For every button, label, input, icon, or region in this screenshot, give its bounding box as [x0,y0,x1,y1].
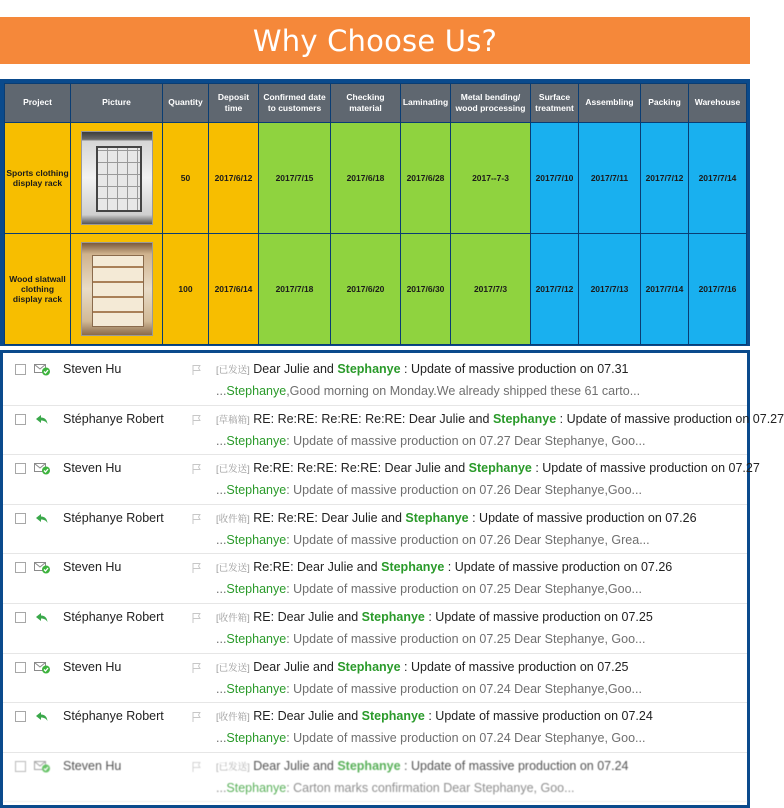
cell-surface: 2017/7/10 [531,123,579,234]
subject-highlight: Stephanye [361,610,425,624]
preview-ellipsis: ... [216,582,227,597]
preview-text: : Update of massive production on 07.26 Dear Stephanye, Grea... [286,532,650,547]
subject-rest: : Update of massive production on 07.27 [556,411,784,426]
preview-highlight: Stephanye [226,582,287,597]
cell-deposit: 2017/6/12 [209,123,259,234]
preview-text: : Update of massive production on 07.24 Dear Stephanye, Goo... [286,731,646,746]
cell-quantity: 100 [163,234,209,345]
email-row[interactable] [3,504,747,555]
sender-name: Steven Hu [63,362,122,376]
flag-icon[interactable] [191,363,203,375]
row-checkbox[interactable] [15,761,26,772]
cell-bending: 2017--7-3 [451,123,531,234]
folder-tag: [收件箱] [216,712,250,724]
cell-picture [71,234,163,345]
folder-tag: [收件箱] [216,513,250,525]
subject-highlight: Stephanye [337,659,401,674]
flag-icon[interactable] [191,462,203,474]
header-laminating: Laminating [401,84,451,123]
folder-tag: [收件箱] [216,613,250,624]
row-checkbox[interactable] [15,662,26,673]
cell-checking: 2017/6/18 [331,123,401,234]
subject-text: Dear Julie and [253,362,338,376]
email-row[interactable] [3,405,784,456]
subject-highlight: Stephanye [468,461,532,476]
why-choose-us-banner [0,17,750,64]
preview-ellipsis: ... [216,483,227,498]
email-subject[interactable] [216,660,628,674]
cell-checking: 2017/6/20 [331,234,401,345]
email-subject[interactable] [216,461,760,475]
header-packing: Packing [641,84,689,123]
subject-rest: : Update of massive production on 07.26 [468,510,697,525]
email-preview [216,434,645,448]
subject-text: Re:RE: Re:RE: Re:RE: Dear Julie and [253,461,469,476]
folder-tag: [已发送] [216,563,250,575]
email-subject[interactable] [216,759,628,773]
subject-text: Dear Julie and [253,758,338,773]
cell-surface: 2017/7/12 [531,234,579,345]
flag-icon[interactable] [191,561,203,573]
table-row [5,234,747,345]
header-surface-treatment: Surface treatment [531,84,579,123]
header-checking-material: Checking material [331,84,401,123]
cell-packing: 2017/7/12 [641,123,689,234]
row-checkbox[interactable] [15,414,26,425]
subject-text: Re:RE: Dear Julie and [253,560,382,575]
folder-tag: [已发送] [216,761,250,773]
row-checkbox[interactable] [15,463,26,474]
header-warehouse: Warehouse [689,84,747,123]
flag-icon[interactable] [191,611,203,623]
sender-name: Stéphanye Robert [63,610,164,624]
sender-name: Steven Hu [63,758,122,773]
email-row[interactable] [3,553,747,604]
preview-ellipsis: ... [216,532,227,547]
cell-assembling: 2017/7/11 [579,123,641,234]
sender-name: Steven Hu [63,659,122,674]
email-preview [216,582,642,596]
cell-picture [71,123,163,234]
email-preview [216,682,642,696]
table-header-row [5,84,747,123]
subject-text: RE: Dear Julie and [253,709,362,724]
preview-ellipsis: ... [216,731,227,746]
preview-text: : Carton marks confirmation Dear Stephanye, Goo... [286,780,575,795]
cell-confirmed: 2017/7/18 [259,234,331,345]
subject-rest: : Update of massive production on 07.26 [444,560,673,575]
email-preview [216,483,642,497]
preview-ellipsis: ... [216,632,227,646]
email-preview [216,384,640,398]
folder-tag: [草稿箱] [216,414,250,426]
email-subject[interactable] [216,560,672,574]
subject-rest: : Update of massive production on 07.25 [424,610,653,624]
preview-text: : Update of massive production on 07.25 Dear Stephanye,Goo... [286,582,642,597]
email-preview [216,731,645,745]
reply-arrow-icon [34,412,50,426]
folder-tag: [已发送] [216,464,250,476]
subject-text: RE: Dear Julie and [253,610,362,624]
preview-highlight: Stephanye [226,532,287,547]
preview-ellipsis: ... [216,681,227,696]
preview-ellipsis: ... [216,384,227,398]
subject-text: RE: Re:RE: Re:RE: Re:RE: Dear Julie and [253,411,493,426]
subject-highlight: Stephanye [492,411,557,426]
row-checkbox[interactable] [15,612,26,623]
email-list [0,350,784,808]
preview-text: : Update of massive production on 07.26 Dear Stephanye,Goo... [286,483,642,498]
sender-name: Stéphanye Robert [63,709,164,724]
header-deposit-time: Deposit time [209,84,259,123]
email-row[interactable] [3,603,747,654]
header-quantity: Quantity [163,84,209,123]
cell-warehouse: 2017/7/16 [689,234,747,345]
preview-ellipsis: ... [216,780,227,795]
email-preview [216,533,650,547]
email-preview [216,781,575,795]
email-subject[interactable] [216,412,784,426]
sent-mail-icon [34,660,50,674]
email-row[interactable] [3,752,747,803]
production-schedule-table [0,79,750,346]
flag-icon[interactable] [191,661,203,673]
preview-highlight: Stephanye [226,384,287,398]
subject-text: Dear Julie and [253,659,338,674]
cell-deposit: 2017/6/14 [209,234,259,345]
flag-icon[interactable] [191,760,203,772]
cell-laminating: 2017/6/28 [401,123,451,234]
header-assembling: Assembling [579,84,641,123]
cell-packing: 2017/7/14 [641,234,689,345]
sender-name: Steven Hu [63,461,122,476]
email-subject[interactable] [216,709,653,723]
folder-tag: [已发送] [216,365,250,376]
subject-highlight: Stephanye [361,709,425,724]
preview-highlight: Stephanye [226,681,287,696]
reply-arrow-icon [34,709,50,723]
sender-name: Stéphanye Robert [63,411,164,426]
preview-highlight: Stephanye [226,483,287,498]
email-row[interactable] [3,653,747,704]
preview-highlight: Stephanye [226,632,287,646]
email-row[interactable] [3,355,747,406]
cell-project: Sports clothing display rack [5,123,71,234]
subject-text: RE: Re:RE: Dear Julie and [253,510,406,525]
cell-laminating: 2017/6/30 [401,234,451,345]
header-metal-bending: Metal bending/ wood processing [451,84,531,123]
email-subject[interactable] [216,610,653,624]
cell-project: Wood slatwall clothing display rack [5,234,71,345]
table-row [5,123,747,234]
email-preview [216,632,645,646]
subject-rest: : Update of massive production on 07.24 [424,709,653,724]
preview-text: : Update of massive production on 07.24 Dear Stephanye,Goo... [286,681,642,696]
subject-highlight: Stephanye [337,362,401,376]
subject-highlight: Stephanye [381,560,445,575]
sent-mail-icon [34,759,50,773]
preview-highlight: Stephanye [226,731,287,746]
subject-highlight: Stephanye [337,758,401,773]
preview-text: : Update of massive production on 07.25 Dear Stephanye, Goo... [286,632,646,646]
email-subject[interactable] [216,511,697,525]
sent-mail-icon [34,362,50,376]
row-checkbox[interactable] [15,364,26,375]
email-subject[interactable] [216,362,628,376]
subject-rest: : Update of massive production on 07.31 [400,362,629,376]
wood-rack-photo [81,242,153,336]
cell-warehouse: 2017/7/14 [689,123,747,234]
reply-arrow-icon [34,610,50,624]
flag-icon[interactable] [191,710,203,722]
preview-text: : Update of massive production on 07.27 Dear Stephanye, Goo... [286,433,646,448]
sports-rack-photo [81,131,153,225]
sent-mail-icon [34,461,50,475]
preview-highlight: Stephanye [226,433,287,448]
email-row[interactable] [3,454,760,505]
header-picture: Picture [71,84,163,123]
row-checkbox[interactable] [15,562,26,573]
cell-assembling: 2017/7/13 [579,234,641,345]
subject-highlight: Stephanye [405,510,469,525]
subject-rest: : Update of massive production on 07.25 [400,659,629,674]
flag-icon[interactable] [191,512,203,524]
folder-tag: [已发送] [216,662,250,674]
subject-rest: : Update of massive production on 07.27 [531,461,760,476]
header-project: Project [5,84,71,123]
sender-name: Steven Hu [63,560,122,575]
cell-bending: 2017/7/3 [451,234,531,345]
preview-ellipsis: ... [216,433,227,448]
sent-mail-icon [34,560,50,574]
reply-arrow-icon [34,511,50,525]
cell-confirmed: 2017/7/15 [259,123,331,234]
row-checkbox[interactable] [15,513,26,524]
email-row[interactable] [3,702,747,753]
cell-quantity: 50 [163,123,209,234]
subject-rest: : Update of massive production on 07.24 [400,758,629,773]
sender-name: Stéphanye Robert [63,510,164,525]
preview-highlight: Stephanye [226,780,287,795]
preview-text: ,Good morning on Monday.We already shipped these 61 carto... [286,384,641,398]
row-checkbox[interactable] [15,711,26,722]
banner-title: Why Choose Us? [252,23,498,58]
flag-icon[interactable] [191,413,203,425]
header-confirmed-date: Confirmed date to customers [259,84,331,123]
